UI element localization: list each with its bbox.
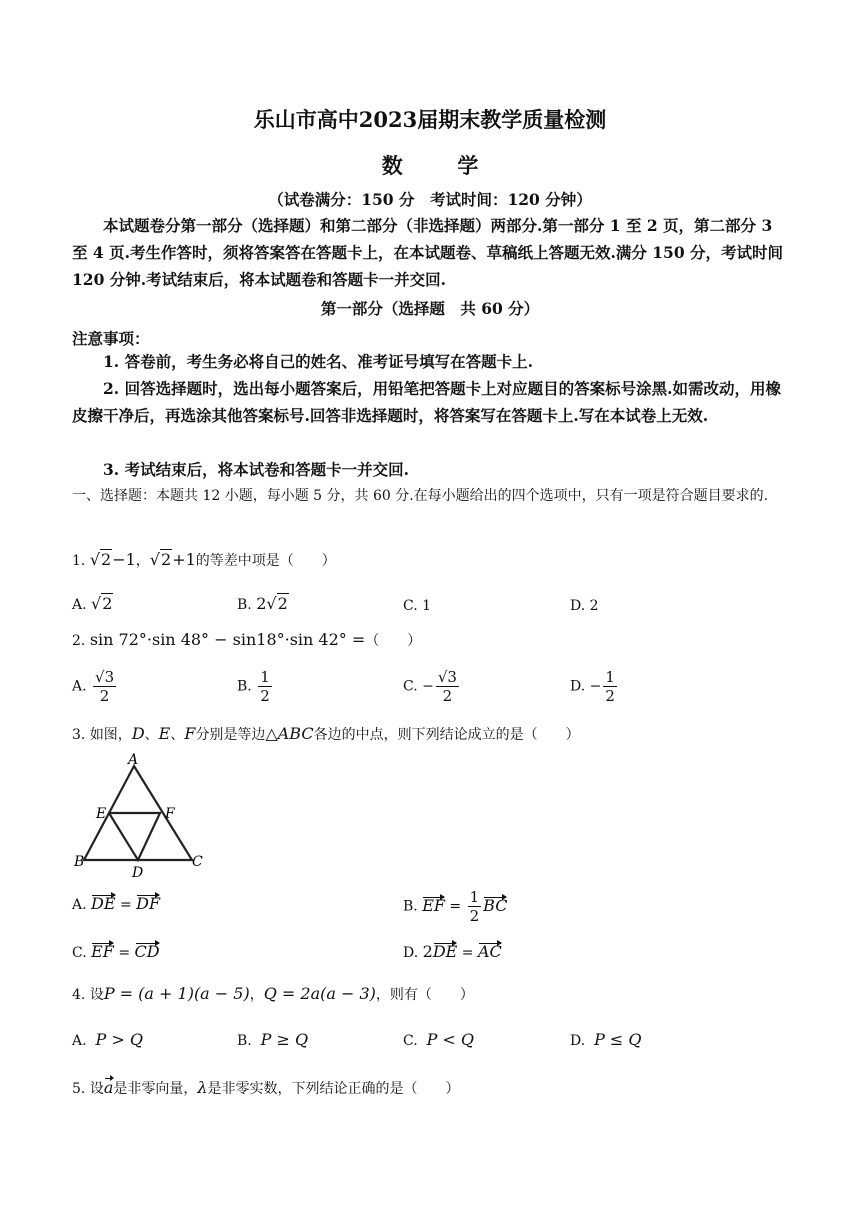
q3-option-c: C. EF = CD [72, 942, 160, 961]
question-3: 3. 如图，D、E、F分别是等边△ABC各边的中点，则下列结论成立的是（ ） [72, 724, 580, 743]
subject-heading [0, 150, 860, 180]
triangle-figure [72, 752, 212, 882]
label-d: D [132, 865, 144, 881]
q1-option-d: D. 2 [570, 598, 599, 614]
question-4: 4. 设P = (a + 1)(a − 5)，Q = 2a(a − 3)，则有（ ） [72, 984, 474, 1003]
label-f: F [165, 806, 175, 822]
label-c: C [192, 854, 203, 870]
q4-option-b: B. P ≥ Q [237, 1030, 309, 1049]
q4-option-a: A. P > Q [72, 1030, 143, 1049]
question-2: 2. sin 72°·sin 48° − sin18°·sin 42° =（ ） [72, 630, 422, 649]
q2-option-c: C. − $\frac{√3}{2}$ [403, 668, 457, 705]
exam-title: 乐山市高中2023届期末教学质量检测 [253, 107, 607, 132]
label-e: E [96, 806, 107, 822]
label-b: B [74, 854, 85, 870]
sqrt2-minus-1: √2−1 [89, 550, 136, 569]
note-item-2: 2. 回答选择题时，选出每小题答案后，用铅笔把答题卡上对应题目的答案标号涂黑.如需改动，用橡皮擦干净后，再选涂其他答案标号.回答非选择题时，将答案写在答题卡上.写在本试卷上无效. [72, 379, 781, 425]
q1-option-a: A. √2 [72, 594, 113, 613]
q3-option-d: D. 2DE = AC [403, 942, 502, 961]
question-1: 1. √2−1，√2+1的等差中项是（ ） [72, 550, 336, 569]
q2-option-a: A. $\frac{√3}{2}$ [72, 668, 115, 705]
part1-title: 第一部分（选择题 共 60 分） [320, 299, 540, 318]
subject-char-2: 学 [457, 153, 479, 178]
note-item-1: 1. 答卷前，考生务必将自己的姓名、准考证号填写在答题卡上. [103, 352, 533, 371]
question-1-tail: 的等差中项是（ ） [195, 553, 336, 569]
intro-paragraph: 本试题卷分第一部分（选择题）和第二部分（非选择题）两部分.第一部分 1 至 2 页，第二部分 3 至 4 页.考生作答时，须将答案答在答题卡上，在本试题卷、草稿纸上答题无效.满分 150 分，考试时间 120 分钟.考试结束后，将本试题卷和答题卡一并交回. [72, 216, 784, 289]
q1-option-b: B. 2√2 [237, 594, 288, 613]
q1-option-c: C. 1 [403, 598, 432, 614]
question-5: 5. 设a是非零向量，λ是非零实数，下列结论正确的是（ ） [72, 1078, 460, 1097]
question-2-expression: sin 72°·sin 48° − sin18°·sin 42° = [89, 630, 366, 649]
label-a: A [128, 752, 139, 768]
q4-option-d: D. P ≤ Q [570, 1030, 642, 1049]
section-one-instructions: 一、选择题：本题共 12 小题，每小题 5 分，共 60 分.在每小题给出的四个选项中，只有一项是符合题目要求的. [72, 488, 769, 504]
q2-option-b: B. $\frac{1}{2}$ [237, 668, 270, 705]
subject-char-1: 数 [381, 153, 403, 178]
notes-heading: 注意事项： [72, 329, 150, 348]
q2-option-d: D. − $\frac{1}{2}$ [570, 668, 615, 705]
note-item-3: 3. 考试结束后，将本试卷和答题卡一并交回. [103, 460, 409, 479]
question-1-number: 1. [72, 553, 86, 569]
q3-option-b: B. EF = $\frac{1}{2}$ BC [403, 888, 508, 925]
q3-option-a: A. DE = DF [72, 894, 161, 913]
exam-info: （试卷满分：150 分 考试时间：120 分钟） [268, 190, 592, 209]
sqrt2-plus-1: √2+1 [149, 550, 196, 569]
q4-option-c: C. P < Q [403, 1030, 475, 1049]
